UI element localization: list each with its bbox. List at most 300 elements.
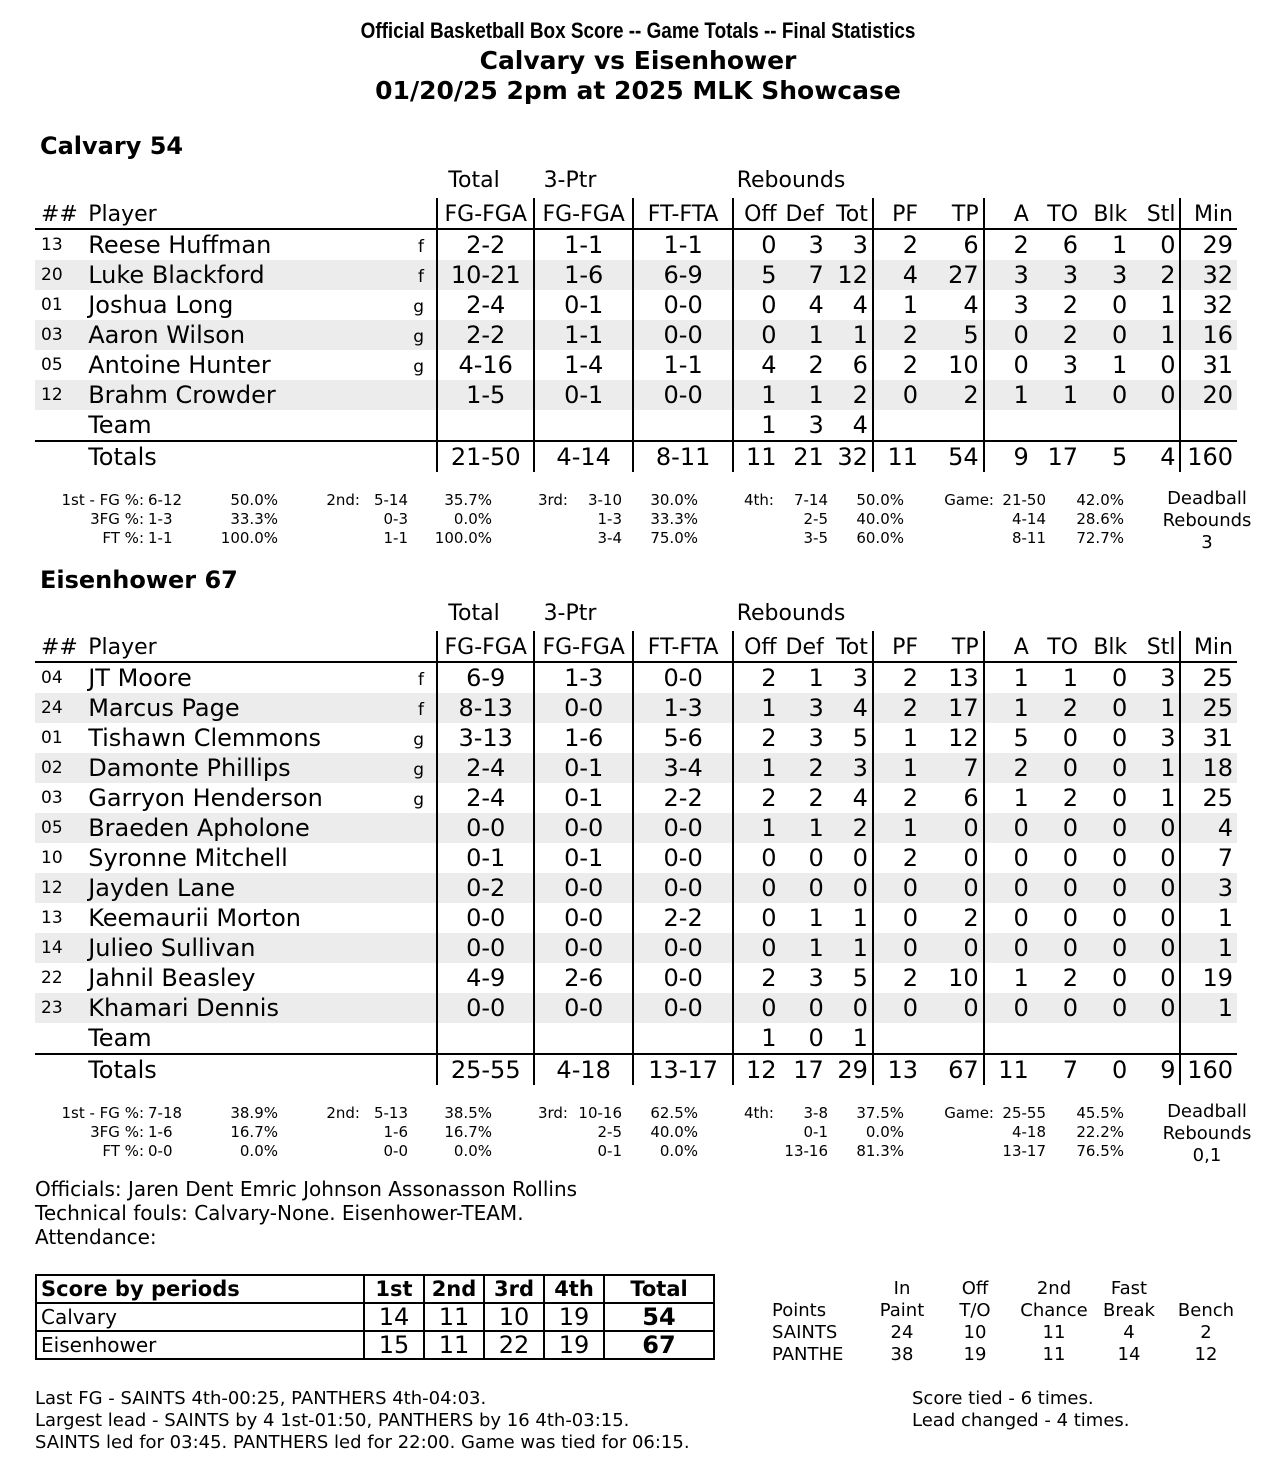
- period-stat: 4th:: [744, 491, 774, 509]
- period-stat: 7-14: [793, 491, 828, 509]
- deadball-label: Deadball: [1167, 488, 1247, 509]
- deadball-rebounds-label: Rebounds: [1162, 1123, 1252, 1144]
- cell-tot-reb: 32: [837, 443, 868, 471]
- cell-player: Aaron Wilson: [84, 320, 392, 350]
- cell-blk: 0: [1082, 320, 1131, 350]
- period-stat: 38.5%: [444, 1104, 492, 1122]
- cell-jersey: 01: [41, 295, 63, 315]
- points-value: 11: [1042, 1322, 1066, 1343]
- cell-jersey: 12: [35, 873, 84, 903]
- cell-three-pt: [534, 1023, 632, 1054]
- cell-stl: 3: [1160, 724, 1176, 752]
- cell-ast: 1: [984, 380, 1033, 410]
- cell-blk: 3: [1082, 260, 1131, 290]
- cell-off-reb: 0: [733, 933, 780, 963]
- cell-off-reb: 0: [733, 320, 780, 350]
- cell-tot-reb: 1: [828, 933, 873, 963]
- cell-tot-reb: 5: [852, 724, 868, 752]
- cell-def-reb: 7: [781, 260, 828, 290]
- period-score: 11: [424, 1303, 484, 1331]
- cell-ast: 0: [984, 903, 1033, 933]
- cell-tp: 10: [948, 351, 979, 379]
- cell-ast: [984, 410, 1033, 441]
- cell-fg: 8-13: [437, 693, 534, 723]
- cell-fg: 2-2: [437, 229, 534, 260]
- cell-ft: [633, 1023, 734, 1054]
- cell-ft: 8-11: [633, 441, 734, 472]
- cell-position: [392, 903, 437, 933]
- points-header: 2nd: [1036, 1278, 1072, 1299]
- header-pf: PF: [873, 198, 922, 229]
- cell-tot-reb: 4: [828, 693, 873, 723]
- cell-def-reb: 3: [808, 231, 824, 259]
- period-score: 22: [484, 1331, 544, 1359]
- period-stat: 5-13: [373, 1104, 408, 1122]
- cell-tp: 2: [922, 380, 984, 410]
- cell-ast: 3: [984, 290, 1033, 320]
- header-row: [35, 198, 1237, 229]
- deadball-label: Deadball: [1167, 1101, 1247, 1122]
- cell-three-pt: [534, 410, 632, 441]
- cell-fg: 0-0: [437, 813, 534, 843]
- cell-blk: 0: [1082, 873, 1131, 903]
- points-header: Bench: [1177, 1300, 1235, 1321]
- period-stat: 3-8: [803, 1104, 828, 1122]
- team-row: [35, 1023, 1237, 1054]
- points-header: Paint: [879, 1300, 925, 1321]
- period-stat: 7-18: [148, 1104, 183, 1122]
- lead-changed-note: Lead changed - 4 times.: [912, 1410, 1130, 1431]
- table-row: [35, 873, 1237, 903]
- period-stat: 1-1: [383, 529, 408, 547]
- cell-tp: 7: [922, 753, 984, 783]
- header-fg: FG-FGA: [437, 198, 534, 229]
- header-position: [392, 631, 437, 662]
- cell-player: Reese Huffman: [88, 231, 272, 259]
- cell-blk: 0: [1111, 291, 1128, 319]
- score-row: [36, 1303, 714, 1331]
- cell-tot-reb: 3: [852, 664, 868, 692]
- cell-tot-reb: 0: [828, 993, 873, 1023]
- cell-tot-reb: 4: [828, 410, 873, 441]
- period-stat: 1-3: [148, 510, 173, 528]
- cell-pf: 1: [873, 723, 922, 753]
- cell-ast: [984, 1023, 1033, 1054]
- points-breakdown-table: [772, 1278, 1252, 1366]
- cell-player: JT Moore: [88, 664, 192, 692]
- cell-pf: 2: [873, 963, 922, 993]
- period-score: 19: [544, 1331, 604, 1359]
- period-stat: 3rd:: [537, 491, 568, 509]
- header-min: Min: [1180, 631, 1237, 662]
- cell-jersey: 05: [35, 813, 84, 843]
- header-pf: PF: [873, 631, 922, 662]
- cell-ft: 1-1: [633, 350, 734, 380]
- cell-min: 31: [1180, 350, 1237, 380]
- cell-def-reb: 1: [781, 933, 828, 963]
- cell-stl: 0: [1160, 964, 1176, 992]
- cell-min: 1: [1180, 903, 1237, 933]
- cell-stl: 1: [1160, 291, 1176, 319]
- cell-player: Khamari Dennis: [84, 993, 392, 1023]
- period-stat: 40.0%: [856, 510, 904, 528]
- header-to: TO: [1033, 198, 1082, 229]
- cell-def-reb: 0: [781, 993, 828, 1023]
- points-value: 2: [1200, 1322, 1212, 1343]
- group-label-total: Total: [448, 601, 500, 626]
- cell-to: [1033, 1023, 1082, 1054]
- cell-jersey: [35, 441, 84, 472]
- period-stat: 2-5: [803, 510, 828, 528]
- cell-jersey: 20: [35, 260, 84, 290]
- cell-blk: [1082, 1023, 1131, 1054]
- score-by-periods-label: Score by periods: [36, 1275, 364, 1303]
- cell-min: [1180, 1023, 1237, 1054]
- cell-ast: 2: [984, 753, 1033, 783]
- cell-pf: 0: [873, 993, 922, 1023]
- header-blk: Blk: [1082, 198, 1131, 229]
- cell-to: 2: [1062, 291, 1079, 319]
- cell-player: Keemaurii Morton: [88, 904, 301, 932]
- cell-ft: 5-6: [633, 723, 734, 753]
- period-stat: 1st - FG %:: [61, 491, 144, 509]
- period-stat: 0-0: [383, 1142, 408, 1160]
- header-three-pt: FG-FGA: [534, 631, 632, 662]
- officials: Officials: Jaren Dent Emric Johnson Assonasson Rollins: [35, 1177, 578, 1201]
- points-team: PANTHE: [772, 1344, 844, 1365]
- cell-def-reb: 3: [781, 410, 828, 441]
- cell-fg: 0-2: [437, 873, 534, 903]
- period-stat: 4th:: [744, 1104, 774, 1122]
- period-stat: FT %:: [102, 529, 144, 547]
- cell-def-reb: 4: [808, 291, 824, 319]
- cell-stl: 0: [1131, 813, 1180, 843]
- cell-min: 18: [1180, 753, 1237, 783]
- period-score: 14: [364, 1303, 424, 1331]
- cell-player: Julieo Sullivan: [84, 933, 392, 963]
- cell-tot-reb: 0: [852, 844, 868, 872]
- cell-tp: 5: [922, 320, 984, 350]
- cell-tp: 6: [963, 231, 979, 259]
- cell-three-pt: 2-6: [534, 963, 632, 993]
- cell-pf: 1: [873, 813, 922, 843]
- period-stat: 0.0%: [865, 1123, 904, 1141]
- cell-tp: 4: [963, 291, 979, 319]
- cell-stl: 1: [1131, 693, 1180, 723]
- cell-to: 2: [1062, 964, 1079, 992]
- cell-pf: 2: [873, 350, 922, 380]
- cell-pf: 13: [873, 1054, 922, 1085]
- cell-fg: 25-55: [437, 1054, 534, 1085]
- cell-three-pt: 0-0: [534, 873, 632, 903]
- team-name: Eisenhower: [36, 1331, 364, 1359]
- cell-jersey: 02: [35, 753, 84, 783]
- cell-tp: 10: [948, 964, 979, 992]
- cell-jersey: 03: [41, 788, 63, 808]
- table-row: [35, 229, 1237, 260]
- cell-position: [392, 963, 437, 993]
- cell-player: Tishawn Clemmons: [88, 724, 322, 752]
- cell-def-reb: 2: [808, 351, 824, 379]
- cell-off-reb: 2: [733, 662, 780, 693]
- header-jersey: ##: [35, 198, 84, 229]
- cell-to: 2: [1033, 693, 1082, 723]
- cell-tp: 2: [963, 904, 979, 932]
- cell-def-reb: 1: [781, 380, 828, 410]
- cell-stl: 0: [1131, 873, 1180, 903]
- period-stat: 16.7%: [444, 1123, 492, 1141]
- score-by-periods-header: [36, 1275, 714, 1303]
- period-stat: 100.0%: [434, 529, 492, 547]
- score-row: [36, 1331, 714, 1359]
- header-stl: Stl: [1131, 198, 1180, 229]
- points-header: T/O: [959, 1300, 991, 1321]
- total-score: 67: [604, 1331, 714, 1359]
- cell-pf: 1: [873, 753, 922, 783]
- period-header: 2nd: [424, 1275, 484, 1303]
- cell-ft: 2-2: [633, 783, 734, 813]
- period-stat: 21-50: [1002, 491, 1046, 509]
- cell-jersey: 14: [35, 933, 84, 963]
- header-tot-reb: Tot: [828, 198, 873, 229]
- totals-row: [35, 1054, 1237, 1085]
- cell-position: f: [392, 260, 437, 290]
- table-row: [35, 933, 1237, 963]
- cell-three-pt: 4-18: [534, 1054, 632, 1085]
- cell-pf: 0: [873, 380, 922, 410]
- cell-fg: 0-1: [437, 843, 534, 873]
- cell-jersey: 13: [41, 235, 63, 255]
- table-row: [35, 693, 1237, 723]
- cell-tot-reb: 0: [828, 873, 873, 903]
- header-fg: FG-FGA: [437, 631, 534, 662]
- cell-three-pt: 0-1: [534, 380, 632, 410]
- cell-ft: 0-0: [633, 662, 734, 693]
- cell-stl: 2: [1131, 260, 1180, 290]
- table-row: [35, 662, 1237, 693]
- cell-ast: 0: [984, 320, 1033, 350]
- period-stat: 0.0%: [659, 1142, 698, 1160]
- period-header: Total: [604, 1275, 714, 1303]
- header-blk: Blk: [1082, 631, 1131, 662]
- cell-min: 1: [1180, 933, 1237, 963]
- cell-fg: 4-16: [437, 350, 534, 380]
- score-tied-note: Score tied - 6 times.: [912, 1388, 1094, 1409]
- cell-min: 7: [1180, 843, 1237, 873]
- cell-min: [1180, 410, 1237, 441]
- points-header: Off: [961, 1278, 989, 1299]
- cell-pf: 2: [873, 229, 922, 260]
- period-stat: 1-3: [597, 510, 622, 528]
- matchup-title: Calvary vs Eisenhower: [479, 46, 797, 75]
- points-header: Points: [772, 1300, 827, 1321]
- cell-min: 3: [1180, 873, 1237, 903]
- cell-tot-reb: 3: [828, 753, 873, 783]
- points-header-row: [772, 1278, 1252, 1300]
- period-stat: 0-1: [597, 1142, 622, 1160]
- cell-player: Damonte Phillips: [84, 753, 392, 783]
- cell-tot-reb: 6: [852, 351, 868, 379]
- cell-tp: [922, 410, 984, 441]
- cell-three-pt: 1-3: [534, 662, 632, 693]
- cell-ft: 0-0: [633, 993, 734, 1023]
- period-stat: 0.0%: [453, 1142, 492, 1160]
- cell-ast: 0: [984, 843, 1033, 873]
- cell-def-reb: 2: [808, 784, 824, 812]
- cell-to: 1: [1033, 380, 1082, 410]
- period-stat: 30.0%: [650, 491, 698, 509]
- cell-off-reb: 4: [733, 350, 780, 380]
- cell-tot-reb: 12: [828, 260, 873, 290]
- cell-min: 19: [1180, 963, 1237, 993]
- cell-pf: 0: [873, 903, 922, 933]
- cell-tp: 0: [922, 813, 984, 843]
- cell-to: 2: [1033, 320, 1082, 350]
- cell-ast: 0: [984, 873, 1033, 903]
- cell-off-reb: 2: [733, 783, 780, 813]
- cell-pf: 2: [873, 693, 922, 723]
- cell-stl: 1: [1131, 320, 1180, 350]
- cell-fg: [437, 410, 534, 441]
- period-stat: 3-4: [597, 529, 622, 547]
- cell-pf: 11: [873, 441, 922, 472]
- cell-player: Team: [84, 410, 392, 441]
- box-score-table-eisenhower: [35, 631, 1237, 1085]
- period-stat: 0.0%: [239, 1142, 278, 1160]
- cell-three-pt: 0-0: [534, 813, 632, 843]
- header-row: [35, 631, 1237, 662]
- cell-blk: 0: [1111, 964, 1128, 992]
- group-label-rebounds: Rebounds: [736, 168, 846, 193]
- cell-jersey: 22: [41, 968, 63, 988]
- period-stat: 2nd:: [326, 1104, 360, 1122]
- cell-off-reb: 1: [733, 693, 780, 723]
- cell-stl: 1: [1160, 784, 1176, 812]
- deadball-rebounds-eisenhower: [1148, 1101, 1266, 1167]
- cell-stl: 0: [1160, 231, 1176, 259]
- cell-pf: [873, 1023, 922, 1054]
- cell-tp: 13: [948, 664, 979, 692]
- table-row: [35, 753, 1237, 783]
- cell-three-pt: 1-1: [534, 229, 632, 260]
- period-stat: 3-10: [587, 491, 622, 509]
- period-stat: 38.9%: [230, 1104, 278, 1122]
- cell-three-pt: 0-1: [534, 843, 632, 873]
- group-label-3ptr: 3-Ptr: [543, 601, 597, 626]
- cell-ast: 0: [984, 350, 1033, 380]
- period-stat: 33.3%: [650, 510, 698, 528]
- cell-jersey: 12: [35, 380, 84, 410]
- cell-ft: 1-3: [633, 693, 734, 723]
- table-row: [35, 963, 1237, 993]
- period-stat: 35.7%: [444, 491, 492, 509]
- header-jersey: ##: [35, 631, 84, 662]
- header-def-reb: Def: [781, 631, 828, 662]
- period-score: 10: [484, 1303, 544, 1331]
- cell-fg: 3-13: [437, 723, 534, 753]
- cell-blk: 0: [1082, 933, 1131, 963]
- cell-ft: [633, 410, 734, 441]
- period-stat: 62.5%: [650, 1104, 698, 1122]
- period-stat: 50.0%: [856, 491, 904, 509]
- cell-min: 160: [1180, 441, 1237, 472]
- cell-def-reb: 0: [808, 844, 824, 872]
- cell-jersey: 23: [35, 993, 84, 1023]
- period-stat: 2-5: [597, 1123, 622, 1141]
- cell-blk: 1: [1111, 231, 1128, 259]
- cell-jersey: [35, 410, 84, 441]
- date-venue: 01/20/25 2pm at 2025 MLK Showcase: [375, 76, 901, 105]
- cell-min: 20: [1180, 380, 1237, 410]
- cell-blk: 0: [1111, 724, 1128, 752]
- cell-stl: 0: [1160, 904, 1176, 932]
- cell-ast: 0: [984, 813, 1033, 843]
- table-row: [35, 290, 1237, 320]
- cell-off-reb: 0: [733, 873, 780, 903]
- cell-player: Jayden Lane: [84, 873, 392, 903]
- cell-off-reb: 0: [733, 290, 780, 320]
- cell-position: [392, 410, 437, 441]
- cell-def-reb: 17: [793, 1056, 824, 1084]
- cell-blk: 1: [1111, 351, 1128, 379]
- points-value: 12: [1194, 1344, 1218, 1365]
- cell-stl: 1: [1131, 753, 1180, 783]
- cell-blk: 0: [1082, 380, 1131, 410]
- cell-ast: 0: [984, 933, 1033, 963]
- table-row: [35, 813, 1237, 843]
- cell-fg: 4-9: [437, 963, 534, 993]
- cell-to: 0: [1062, 904, 1079, 932]
- cell-to: 0: [1033, 753, 1082, 783]
- cell-blk: 0: [1111, 664, 1128, 692]
- cell-min: 29: [1180, 229, 1237, 260]
- cell-blk: 0: [1082, 753, 1131, 783]
- cell-position: g: [392, 753, 437, 783]
- cell-tot-reb: 3: [852, 231, 868, 259]
- cell-position: [392, 441, 437, 472]
- cell-ft: 0-0: [633, 813, 734, 843]
- period-stat: 42.0%: [1076, 491, 1124, 509]
- period-stat: 72.7%: [1076, 529, 1124, 547]
- cell-three-pt: 1-4: [534, 350, 632, 380]
- cell-ast: 0: [984, 993, 1033, 1023]
- cell-def-reb: 3: [808, 724, 824, 752]
- header-off-reb: Off: [733, 198, 780, 229]
- cell-tp: 54: [948, 443, 979, 471]
- period-stat: 75.0%: [650, 529, 698, 547]
- cell-tot-reb: 29: [837, 1056, 868, 1084]
- cell-stl: 0: [1131, 993, 1180, 1023]
- period-stat: 100.0%: [220, 529, 278, 547]
- cell-player: Marcus Page: [84, 693, 392, 723]
- cell-three-pt: 0-0: [534, 903, 632, 933]
- cell-tp: [922, 1023, 984, 1054]
- cell-fg: 1-5: [437, 380, 534, 410]
- cell-blk: 0: [1111, 904, 1128, 932]
- points-header: [1160, 1278, 1252, 1300]
- cell-stl: 0: [1160, 351, 1176, 379]
- cell-tp: 6: [963, 784, 979, 812]
- points-team: SAINTS: [772, 1322, 838, 1343]
- cell-off-reb: 2: [733, 963, 780, 993]
- attendance: Attendance:: [35, 1225, 157, 1249]
- period-stat: 5-14: [373, 491, 408, 509]
- points-header: In: [893, 1278, 911, 1299]
- cell-blk: 5: [1111, 443, 1128, 471]
- header-ast: A: [984, 198, 1033, 229]
- cell-fg: 0-0: [437, 903, 534, 933]
- cell-off-reb: 5: [733, 260, 780, 290]
